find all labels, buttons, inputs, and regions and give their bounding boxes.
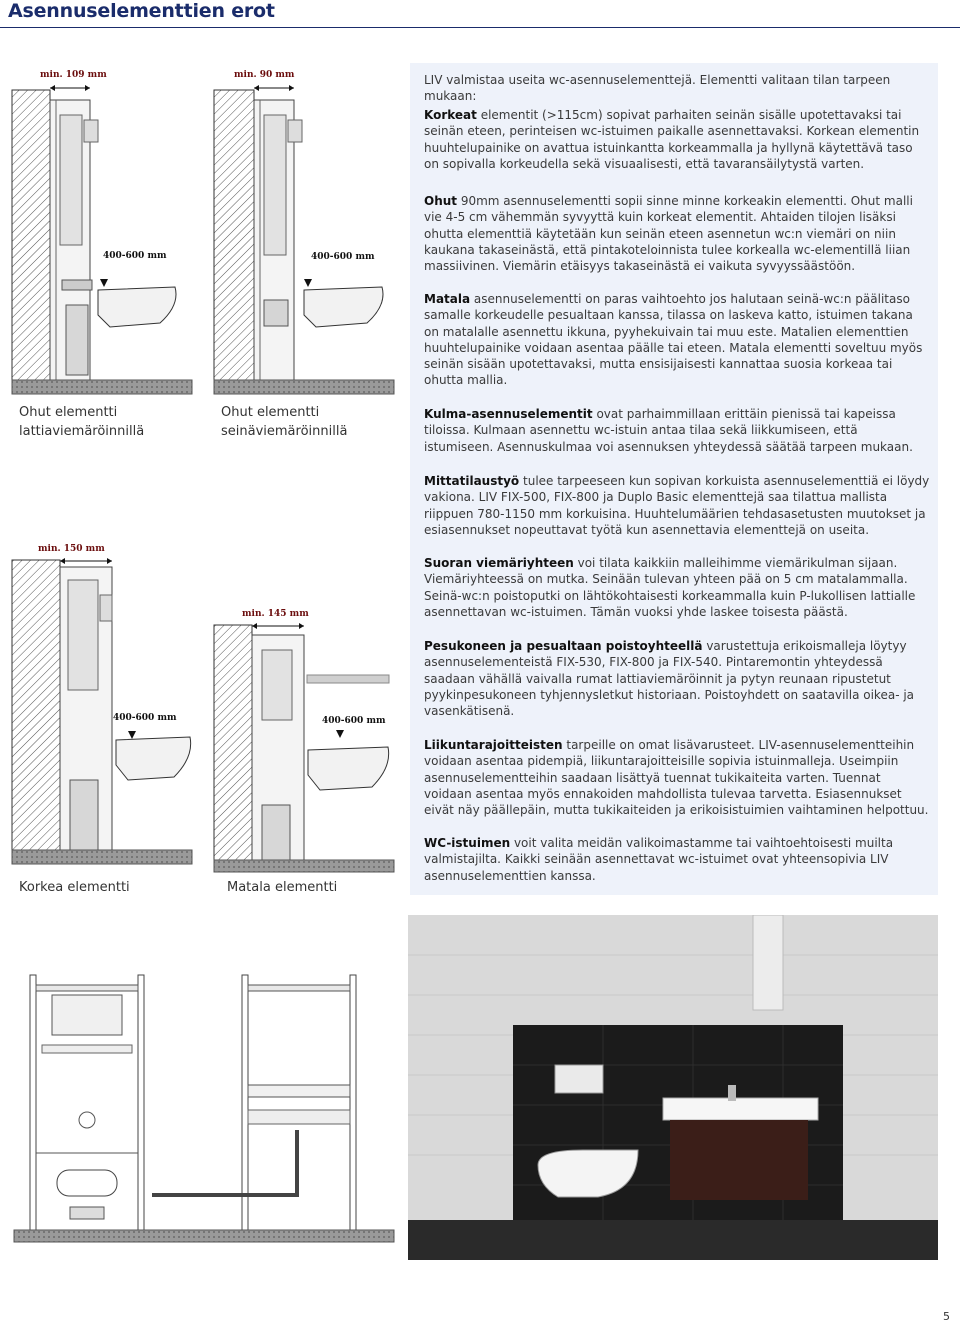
- section-body: asennuselementti on paras vaihtoehto jos halutaan seinä-wc:n päälitaso samalle korkeudelle pesualtaan kanssa, tilassa on laskeva katto, istuimen takana on matalalle asennettu ikkuna, pyyhekuivain tai muu este. Matalien elementtien huuhtelupainike voidaan asentaa päälle tai eteen. Matala elementti soveltuu myös seinän sisään upotettavaksi, mutta ensisijaisesti kannattaa suosia korkeaa tai ohutta mallia.: [424, 292, 923, 388]
- diagram-caption: Ohut elementti lattiaviemäröinnillä: [19, 405, 145, 439]
- diagram-caption: Matala elementti: [227, 880, 338, 895]
- section-mittatilaus: [424, 473, 930, 538]
- bathroom-photo: [408, 915, 938, 1260]
- section-matala: [424, 291, 930, 389]
- diagram-caption: Ohut elementti seinäviemäröinnillä: [221, 405, 348, 439]
- section-heading: Pesukoneen ja pesualtaan poistoyhteellä: [424, 639, 703, 653]
- min-depth-label: min. 109 mm: [40, 70, 107, 80]
- diagram-ohut-floor: [10, 65, 200, 400]
- section-heading: Suoran viemäriyhteen: [424, 556, 574, 570]
- min-depth-label: min. 90 mm: [234, 70, 295, 80]
- frame-illustrations: [12, 965, 402, 1260]
- page-number: 5: [943, 1310, 950, 1323]
- section-body: varustettuja erikoismalleja löytyy asennuselementeistä FIX-530, FIX-800 ja FIX-540. Pintaremontin yhteydessä saadaan vähällä vaivalla rumat lattiaviemäröinnit ja pytyn reunaan ripustetut pyykinpesukoneen tyhjennysletkut historiaan. Poistoyhdett on saatavilla oikea- ja vasenkätisenä.: [424, 639, 915, 719]
- diagram-matala: [212, 620, 402, 875]
- section-kulma: [424, 406, 930, 455]
- intro-text: LIV valmistaa useita wc-asennuselementtejä. Elementti valitaan tilan tarpeen mukaan:: [424, 73, 891, 104]
- section-heading: Ohut: [424, 194, 458, 208]
- section-body: voit valita meidän valikoimastamme tai vaihtoehtoisesti muilta valmistajilta. Kaikki seinään asennettavat wc-istuimet ovat yhteensopivia LIV asennuselementtien kanssa.: [424, 836, 894, 883]
- page-title: Asennuselementtien erot: [8, 0, 275, 22]
- section-body: ovat parhaimmillaan erittäin pienissä tai kapeissa tiloissa. Kulmaan asennettu wc-istuin antaa tilaa sekä liikkumiseen, että istumiseen. Asennuskulmaa voi asennuksen yhteydessä säätää tarpeen mukaan.: [424, 407, 913, 454]
- section-heading: Kulma-asennuselementit: [424, 407, 593, 421]
- height-range-label: 400-600 mm: [311, 252, 375, 262]
- section-heading: WC-istuimen: [424, 836, 511, 850]
- section-viemariyhde: [424, 555, 930, 620]
- section-body: elementit (>115cm) sopivat parhaiten seinän sisälle upotettavaksi tai seinän eteen, perinteisen wc-istuimen paikalle asennettavaksi. Korkean elementin huuhtelupainike on avattua istuinkantta korkeammalla ja hyllynä käytettävä taso on sopivalla korkeudella sekä visuaalisesti, että tavaransäilytystä varten.: [424, 108, 920, 171]
- height-range-label: 400-600 mm: [103, 251, 167, 261]
- section-wc-istuin: [424, 835, 930, 884]
- section-body: 90mm asennuselementti sopii sinne minne korkeakin elementti. Ohut malli vie 4-5 cm vähemmän syvyyttä kuin korkeat elementit. Ahtaiden tilojen lisäksi ohutta elementtiä käytetään kun seinän eteen asennetun wc:n viemäri on niin kaukana takaseinästä, että pintakoteloinnista tulee korkealla wc-elementillä liian massiivinen. Viemärin etäisyys takaseinästä ei vaikuta syvyyssäästöön.: [424, 194, 913, 274]
- section-heading: Korkeat: [424, 108, 477, 122]
- section-heading: Mittatilaustyö: [424, 474, 520, 488]
- section-ohut: [424, 193, 930, 274]
- height-range-label: 400-600 mm: [322, 716, 386, 726]
- section-heading: Liikuntarajoitteisten: [424, 738, 563, 752]
- section-body: voi tilata kaikkiin malleihimme viemärikulman sijaan. Viemäriyhteessä on mutka. Seinään tulevan yhteen pää on 5 cm matalammalla. Seinä-wc:n poistoputki on lähtökohtaisesti korkeammalla kuin P-lukollisen lattialle asennettavan wc-istuimen. Tämän vuoksi yhde laskee toisesta päästä.: [424, 556, 916, 619]
- min-depth-label: min. 150 mm: [38, 544, 105, 554]
- diagram-ohut-wall: [212, 65, 402, 400]
- section-korkeat: [424, 107, 930, 172]
- min-depth-label: min. 145 mm: [242, 609, 309, 619]
- diagram-caption: Korkea elementti: [19, 880, 130, 895]
- section-body: tarpeille on omat lisävarusteet. LIV-asennuselementteihin voidaan asentaa pidempiä, liikuntarajoitteisille sopivia istuinmalleja. Useimpiin asennuselementteihin saadaan lisättyä tuennat tukikaiteita varten. Tuennat voidaan asentaa myös ennakoiden mahdollista tulevaa tarvetta. Esiasennukset eivät näy päällepäin, mutta tukikaiteiden ja erikoisistuimien vaihtaminen helpottuu.: [424, 738, 929, 818]
- section-body: tulee tarpeeseen kun sopivan korkuista asennuselementtiä ei löydy vakiona. LIV FIX-500, FIX-800 ja Duplo Basic elementtejä saa tilattua mallista riippuen 780-1150 mm korkuisina. Huuhtelumäärien tehdasasetusten muutokset ja esiasennukset nopeuttavat työtä kun asennettavia elementtejä on useita.: [424, 474, 930, 537]
- height-range-label: 400-600 mm: [113, 713, 177, 723]
- title-divider: [0, 27, 960, 28]
- section-heading: Matala: [424, 292, 471, 306]
- section-poistoyhde: [424, 638, 930, 719]
- section-liikuntarajoitteiset: [424, 737, 930, 818]
